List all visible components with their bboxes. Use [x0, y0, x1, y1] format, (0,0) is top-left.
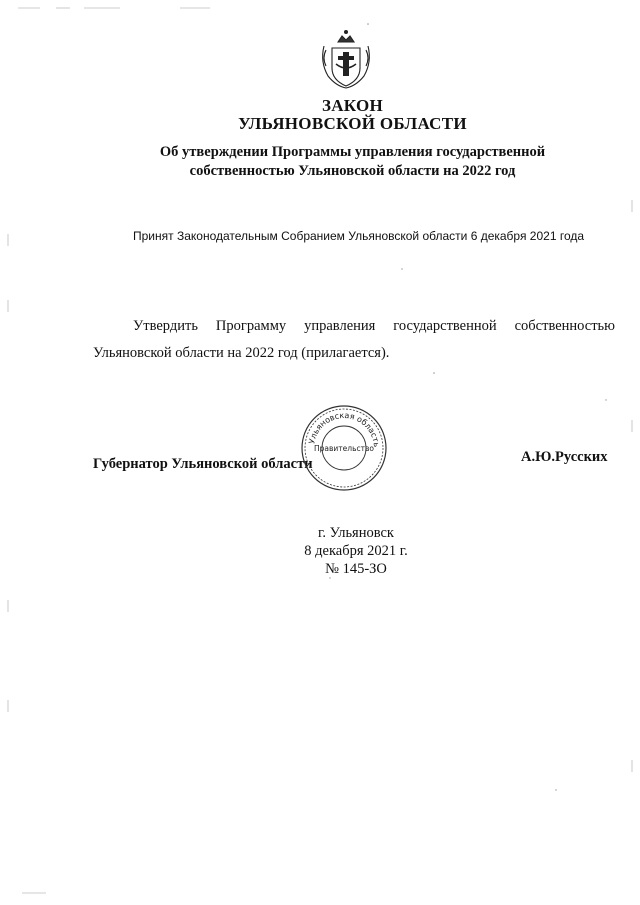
issue-date: 8 декабря 2021 г. — [304, 543, 408, 559]
law-body — [93, 313, 615, 367]
signer-title: Губернатор Ульяновской области — [93, 456, 313, 472]
official-seal-icon — [299, 403, 389, 493]
seal-ring-text: Ульяновская область — [307, 410, 382, 448]
coat-of-arms-icon — [318, 28, 374, 90]
law-title: ЗАКОН — [321, 96, 384, 115]
law-body-line: Утвердить Программу управления государственной собственностью — [133, 318, 615, 334]
issue-details — [0, 524, 640, 578]
seal-center-text: Правительство — [314, 444, 374, 453]
svg-text:Ульяновская область — [307, 411, 381, 448]
law-subject — [0, 143, 640, 181]
law-subject-line: Об утверждении Программы управления государственной — [159, 144, 546, 160]
adoption-note: Принят Законодательным Собранием Ульяновской области 6 декабря 2021 года — [133, 229, 585, 243]
law-number: № 145-ЗО — [325, 561, 387, 577]
law-region: УЛЬЯНОВСКОЙ ОБЛАСТИ — [238, 114, 467, 133]
law-body-line: Ульяновской области на 2022 год (прилагается). — [93, 345, 390, 361]
issue-city: г. Ульяновск — [318, 525, 394, 541]
signer-name: А.Ю.Русских — [521, 449, 608, 465]
law-subject-line: собственностью Ульяновской области на 2022 год — [189, 163, 516, 179]
